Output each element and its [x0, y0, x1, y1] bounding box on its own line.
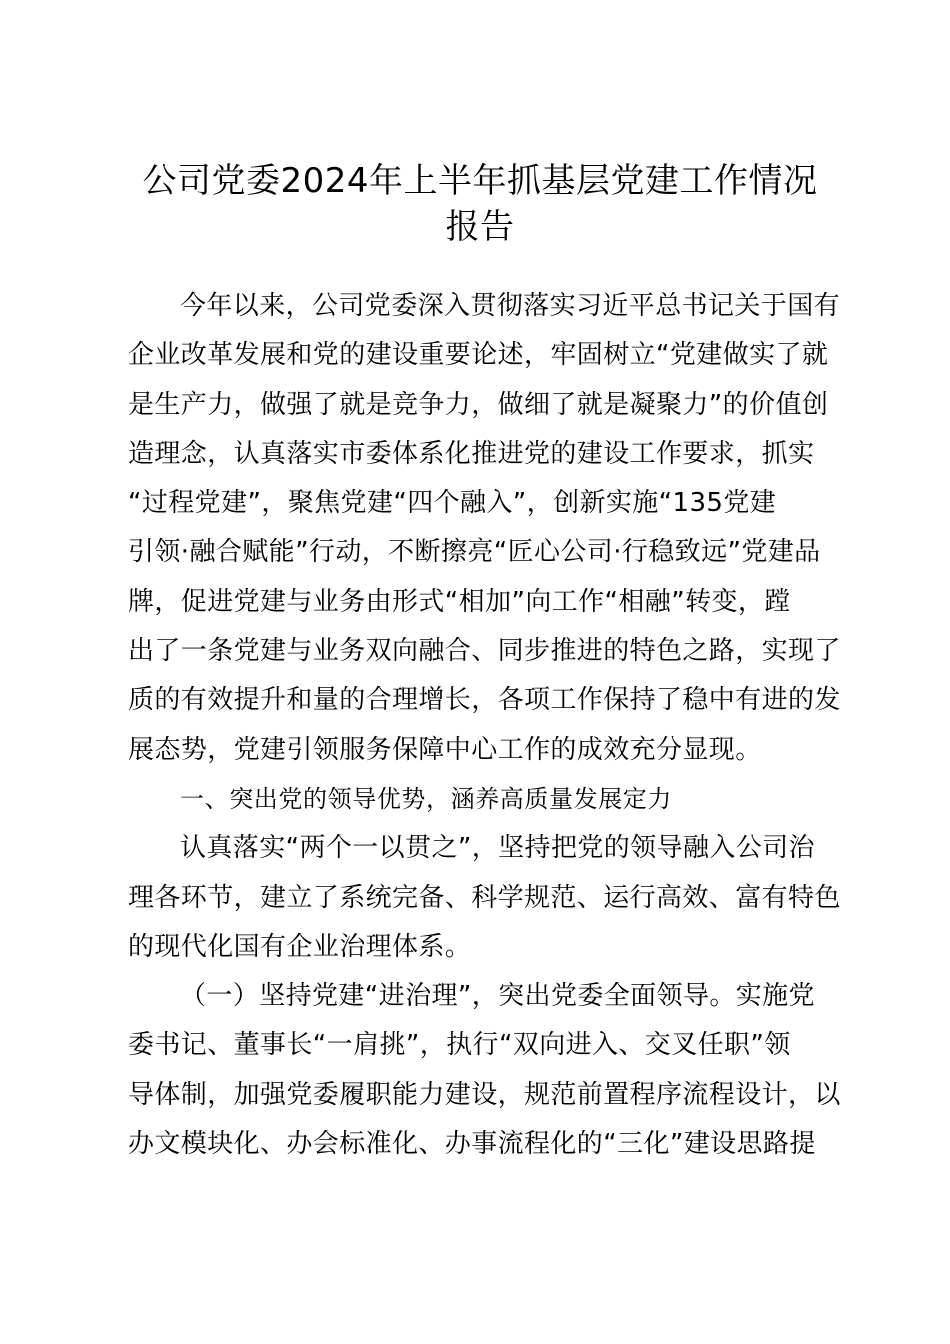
paragraph-line: （一）坚持党建“进治理”，突出党委全面领导。实施党 — [180, 981, 815, 1012]
paragraph-line: 今年以来，公司党委深入贯彻落实习近平总书记关于国有 — [180, 291, 841, 321]
paragraph-line: 是生产力，做强了就是竞争力，做细了就是凝聚力”的价值创 — [128, 389, 829, 420]
paragraph-line: 导体制，加强党委履职能力建设，规范前置程序流程设计，以 — [128, 1079, 841, 1110]
paragraph-line: 企业改革发展和党的建设重要论述，牢固树立“党建做实了就 — [128, 340, 829, 371]
paragraph-line: 理各环节，建立了系统完备、科学规范、运行高效、富有特色 — [128, 882, 841, 913]
document-title — [110, 158, 850, 250]
paragraph-line: 认真落实“两个一以贯之”，坚持把党的领导融入公司治 — [180, 833, 815, 864]
paragraph-line: 造理念，认真落实市委体系化推进党的建设工作要求，抓实 — [128, 438, 815, 469]
paragraph-line: 引领·融合赋能”行动，不断擦亮“匠心公司·行稳致远”党建品 — [128, 537, 821, 568]
title-line-2: 报告 — [445, 207, 515, 247]
paragraph-line: “过程党建”，聚焦党建“四个融入”，创新实施“135党建 — [128, 488, 777, 519]
paragraph-line: 质的有效提升和量的合理增长，各项工作保持了稳中有进的发 — [128, 685, 841, 716]
document-body — [128, 282, 840, 1169]
paragraph-line: 展态势，党建引领服务保障中心工作的成效充分显现。 — [128, 734, 762, 765]
section-heading: 一、突出党的领导优势，涵养高质量发展定力 — [180, 784, 672, 813]
paragraph-line: 牌，促进党建与业务由形式“相加”向工作“相融”转变，蹚 — [128, 586, 791, 617]
paragraph-line: 办文模块化、办会标准化、办事流程化的“三化”建设思路提 — [128, 1129, 816, 1160]
title-line-1: 公司党委2024年上半年抓基层党建工作情况 — [142, 161, 818, 201]
paragraph-line: 委书记、董事长“一肩挑”，执行“双向进入、交叉任职”领 — [128, 1030, 791, 1061]
paragraph-line: 的现代化国有企业治理体系。 — [128, 931, 472, 962]
paragraph-line: 出了一条党建与业务双向融合、同步推进的特色之路，实现了 — [128, 636, 841, 667]
